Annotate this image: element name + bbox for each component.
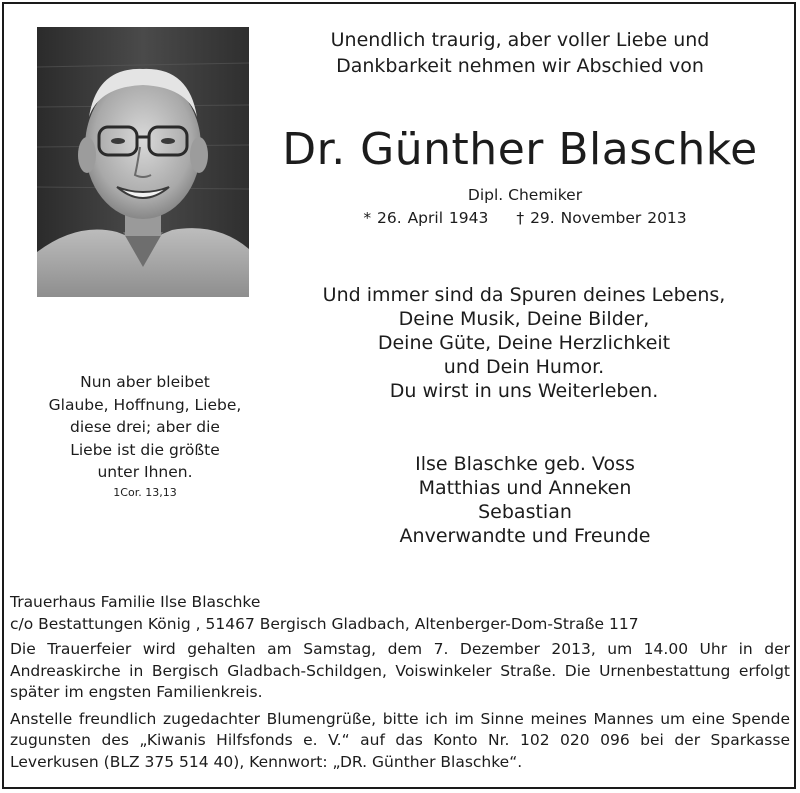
mourners-list	[320, 452, 730, 548]
mourner-line: Matthias und Anneken	[418, 477, 632, 499]
death-date: † 29. November 2013	[516, 209, 687, 227]
mourner-line: Anverwandte und Freunde	[399, 525, 651, 547]
poem-line: und Dein Humor.	[443, 356, 605, 378]
portrait-photo	[37, 27, 249, 297]
verse-line: Liebe ist die größte	[70, 440, 220, 459]
address-line: c/o Bestattungen König , 51467 Bergisch Gladbach, Altenberger-Dom-Straße 117	[10, 614, 639, 633]
verse-reference: 1Cor. 13,13	[113, 486, 177, 499]
bible-verse	[30, 371, 260, 484]
poem-line: Du wirst in uns Weiterleben.	[389, 380, 659, 402]
address-line: Trauerhaus Familie Ilse Blaschke	[10, 593, 261, 611]
verse-line: diese drei; aber die	[70, 418, 220, 436]
deceased-title: Dipl. Chemiker	[467, 186, 583, 204]
mourner-line: Sebastian	[478, 501, 572, 523]
ceremony-paragraph: Die Trauerfeier wird gehalten am Samstag, dem 7. Dezember 2013, um 14.00 Uhr in der Andreaskirche in Bergisch Gladbach-Schildgen, Voiswinkeler Straße. Die Urnenbestattung erfolgt später im engsten Familienkreis.	[10, 640, 790, 701]
poem	[300, 283, 748, 403]
poem-line: Deine Musik, Deine Bilder,	[398, 308, 650, 330]
intro-line: Dankbarkeit nehmen wir Abschied von	[336, 55, 704, 77]
life-dates	[290, 207, 760, 229]
deceased-name: Dr. Günther Blaschke	[282, 124, 758, 175]
poem-line: Und immer sind da Spuren deines Lebens,	[322, 284, 726, 306]
poem-line: Deine Güte, Deine Herzlichkeit	[377, 332, 671, 354]
mourner-line: Ilse Blaschke geb. Voss	[415, 453, 635, 475]
portrait-photo-image	[37, 27, 249, 297]
intro-text	[290, 27, 750, 79]
verse-line: Glaube, Hoffnung, Liebe,	[48, 395, 242, 414]
birth-date: * 26. April 1943	[363, 209, 489, 227]
verse-line: unter Ihnen.	[97, 463, 193, 481]
intro-line: Unendlich traurig, aber voller Liebe und	[330, 29, 710, 51]
funeral-info	[10, 592, 790, 773]
verse-line: Nun aber bleibet	[80, 373, 210, 391]
donation-paragraph: Anstelle freundlich zugedachter Blumengrüße, bitte ich im Sinne meines Mannes um eine Spende zugunsten des „Kiwanis Hilfsfonds e. V.“ auf das Konto Nr. 102 020 096 bei der Sparkasse Leverkusen (BLZ 375 514 40), Kennwort: „DR. Günther Blaschke“.	[10, 709, 790, 771]
